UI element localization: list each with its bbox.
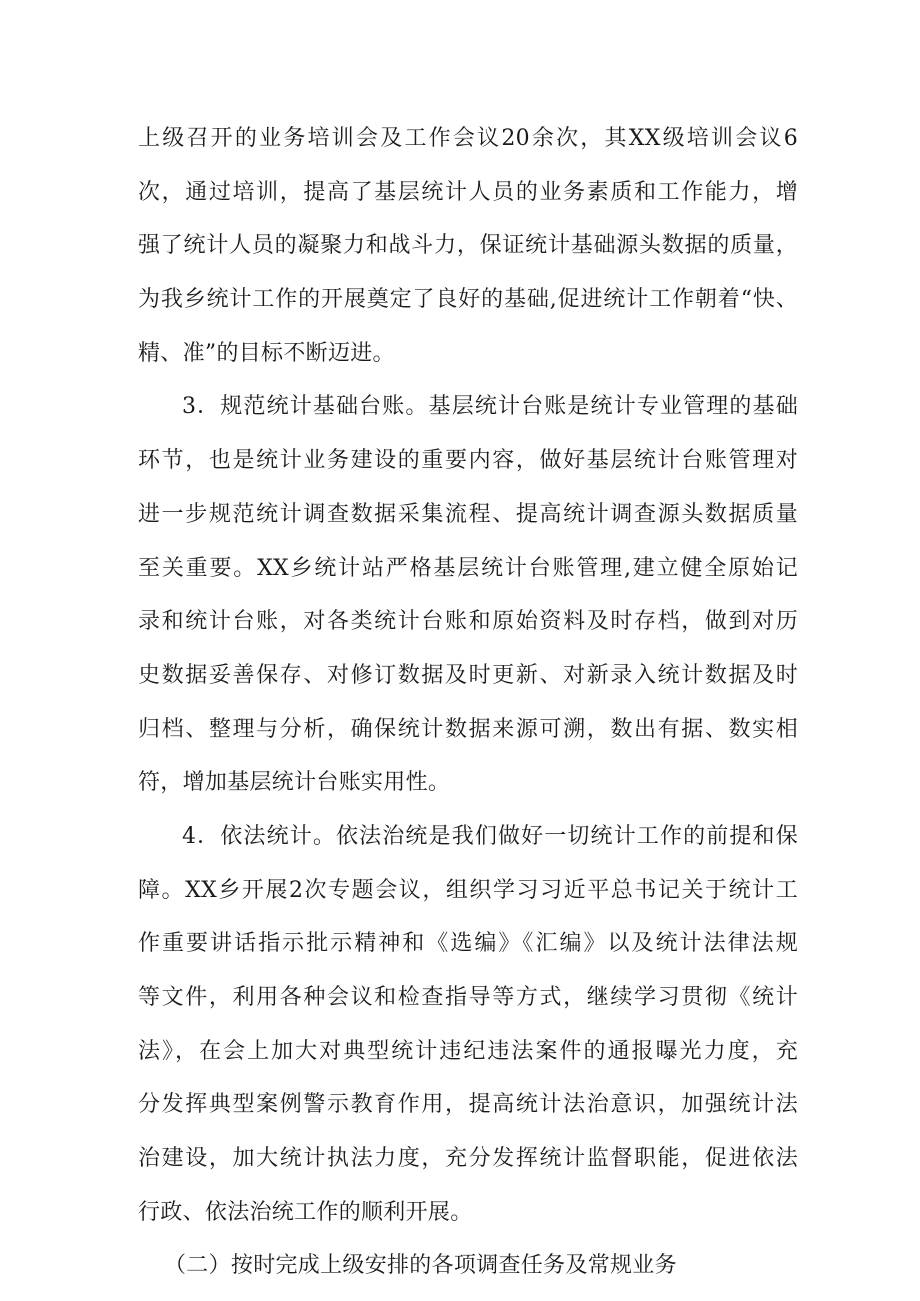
section-heading-text: （二）按时完成上级安排的各项调查任务及常规业务 — [164, 1253, 677, 1279]
paragraph-training — [138, 112, 798, 380]
text-line: 行政、依法治统工作的顺利开展。 — [138, 1199, 473, 1225]
paragraph-ledger — [138, 380, 798, 810]
text-line: 3．规范统计基础台账。基层统计台账是统计专业管理的基础 — [182, 394, 798, 420]
text-line: 进一步规范统计调查数据采集流程、提高统计调查源头数据质量 — [138, 501, 798, 527]
text-line: 精、准”的目标不断迈进。 — [138, 340, 395, 366]
text-line: 等文件，利用各种会议和检查指导等方式，继续学习贯彻《统计 — [138, 985, 798, 1010]
section-heading — [138, 1239, 798, 1293]
text-line: 强了统计人员的凝聚力和战斗力，保证统计基础源头数据的质量， — [138, 233, 798, 259]
text-line: 环节，也是统计业务建设的重要内容，做好基层统计台账管理对 — [138, 448, 798, 474]
text-line: 符，增加基层统计台账实用性。 — [138, 770, 451, 796]
text-line: 障。XX乡开展2次专题会议，组织学习习近平总书记关于统计工 — [138, 877, 798, 903]
text-line: 4．依法统计。依法治统是我们做好一切统计工作的前提和保 — [182, 823, 798, 849]
paragraph-law — [138, 810, 798, 1240]
text-line: 上级召开的业务培训会及工作会议20余次，其XX级培训会议6 — [138, 126, 798, 151]
text-line: 治建设，加大统计执法力度，充分发挥统计监督职能，促进依法 — [138, 1146, 798, 1172]
text-line: 至关重要。XX乡统计站严格基层统计台账管理,建立健全原始记 — [138, 555, 798, 581]
text-line: 作重要讲话指示批示精神和《选编》《汇编》以及统计法律法规 — [138, 931, 798, 957]
text-line: 史数据妥善保存、对修订数据及时更新、对新录入统计数据及时 — [138, 662, 798, 688]
text-line: 分发挥典型案例警示教育作用，提高统计法治意识，加强统计法 — [138, 1092, 798, 1118]
text-line: 法》，在会上加大对典型统计违纪违法案件的通报曝光力度，充 — [138, 1038, 798, 1064]
text-line: 录和统计台账，对各类统计台账和原始资料及时存档，做到对历 — [138, 609, 798, 635]
text-line: 次，通过培训，提高了基层统计人员的业务素质和工作能力，增 — [138, 179, 798, 205]
text-line: 为我乡统计工作的开展奠定了良好的基础,促进统计工作朝着“快、 — [138, 287, 798, 313]
document-body — [138, 112, 798, 1293]
text-line: 归档、整理与分析，确保统计数据来源可溯，数出有据、数实相 — [138, 716, 798, 742]
